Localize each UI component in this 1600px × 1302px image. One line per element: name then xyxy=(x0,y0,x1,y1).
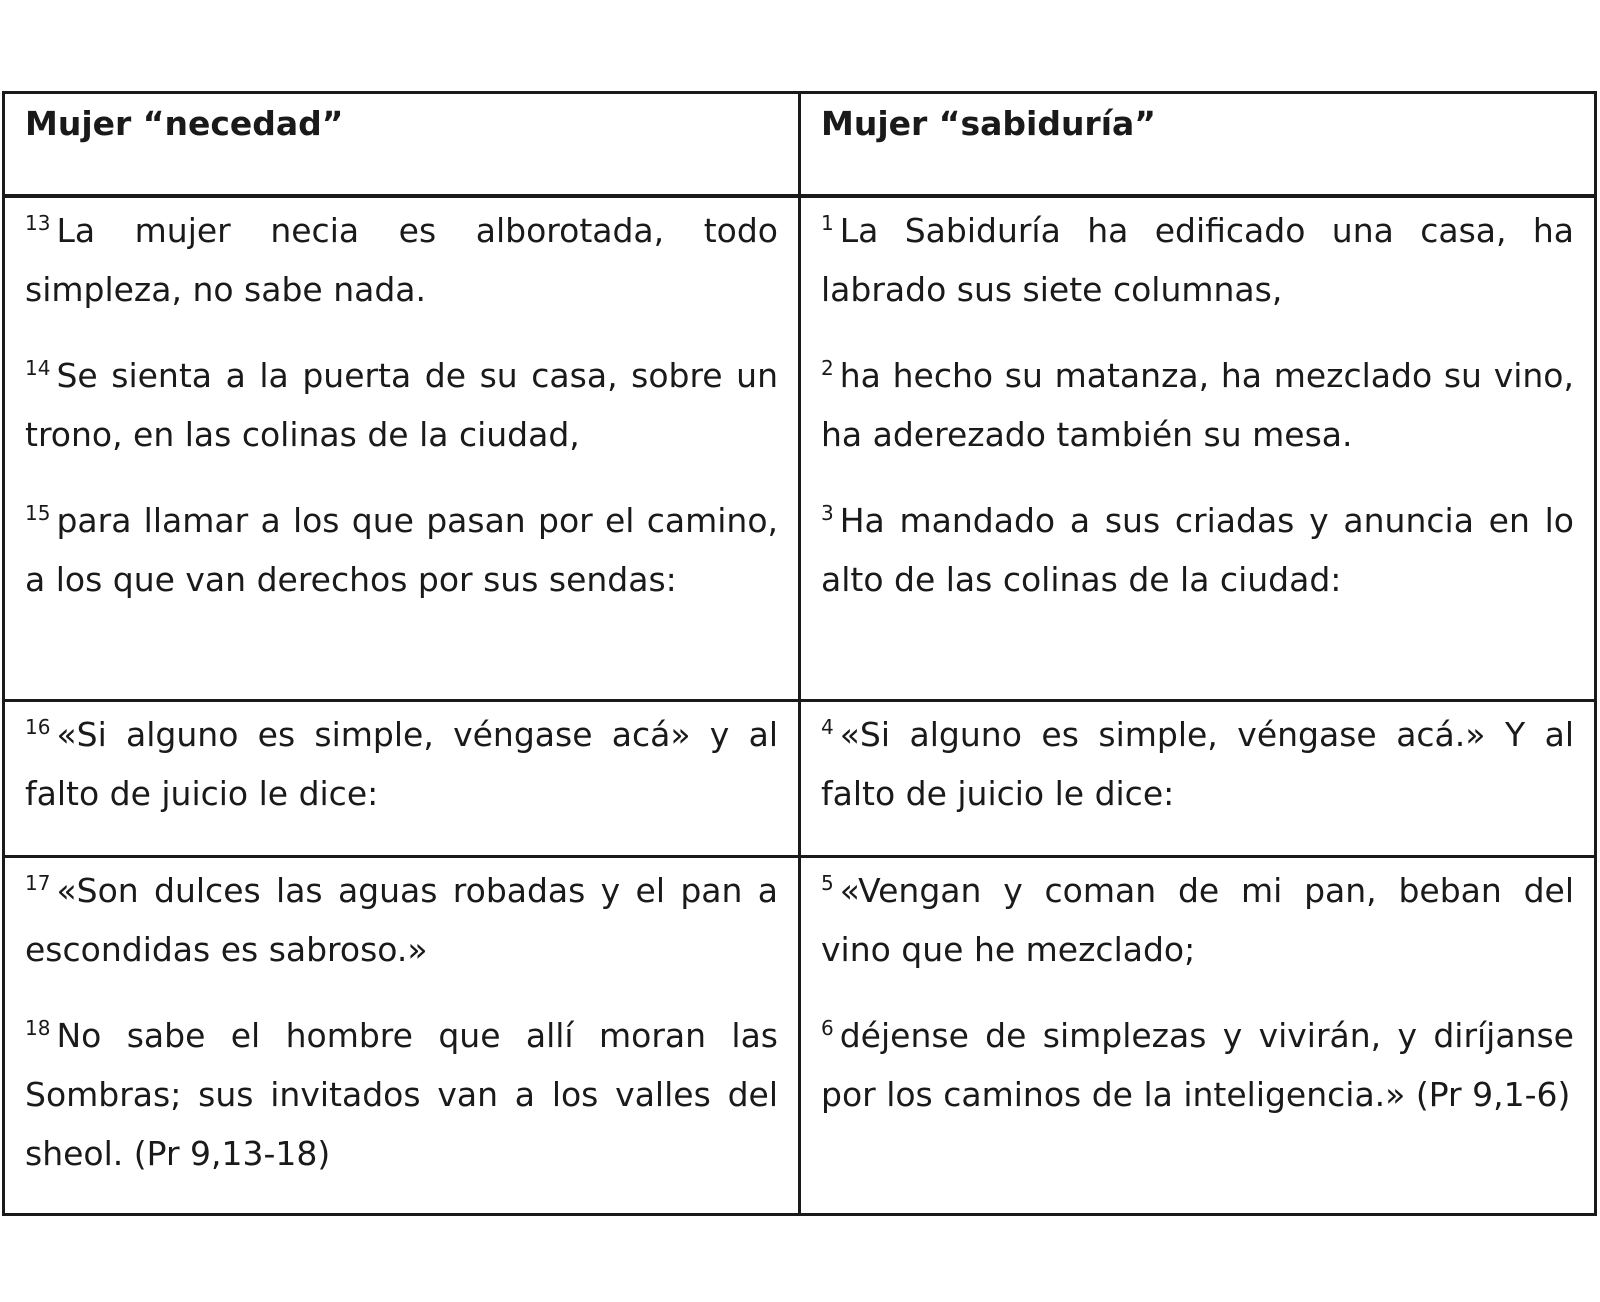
table-row xyxy=(4,196,1596,701)
verse-text: «Si alguno es simple, véngase acá.» Y al falto de juicio le dice: xyxy=(821,715,1574,813)
verse-number: 1 xyxy=(821,211,834,235)
verse-text: «Son dulces las aguas robadas y el pan a escondidas es sabroso.» xyxy=(25,871,778,969)
verse-number: 14 xyxy=(25,356,51,380)
verse-number: 4 xyxy=(821,715,834,739)
verse xyxy=(25,1006,778,1183)
verse xyxy=(821,705,1574,823)
verse-text: La Sabiduría ha edificado una casa, ha labrado sus siete columnas, xyxy=(821,211,1574,309)
verse xyxy=(821,491,1574,609)
table-row xyxy=(4,701,1596,857)
verse-text: ha hecho su matanza, ha mezclado su vino, ha aderezado también su mesa. xyxy=(821,356,1574,454)
table-row xyxy=(4,857,1596,1215)
cell-sabiduria xyxy=(800,196,1596,701)
verse-number: 16 xyxy=(25,715,51,739)
cell-necedad xyxy=(4,701,800,857)
cell-sabiduria xyxy=(800,701,1596,857)
verse-text: La mujer necia es alborotada, todo simpleza, no sabe nada. xyxy=(25,211,778,309)
verse-text: «Si alguno es simple, véngase acá» y al falto de juicio le dice: xyxy=(25,715,778,813)
cell-necedad xyxy=(4,857,800,1215)
verse xyxy=(821,1006,1574,1124)
cell-sabiduria xyxy=(800,857,1596,1215)
comparison-table xyxy=(2,91,1597,1216)
header-row xyxy=(4,93,1596,197)
verse-text: para llamar a los que pasan por el camino, a los que van derechos por sus sendas: xyxy=(25,501,778,599)
header-necedad: Mujer “necedad” xyxy=(4,93,800,197)
verse-number: 5 xyxy=(821,871,834,895)
verse xyxy=(821,861,1574,979)
header-sabiduria: Mujer “sabiduría” xyxy=(800,93,1596,197)
verse-number: 17 xyxy=(25,871,51,895)
verse-text: déjense de simplezas y vivirán, y diríjanse por los caminos de la inteligencia.» (Pr 9,1-6) xyxy=(821,1016,1574,1114)
verse-number: 15 xyxy=(25,501,51,525)
verse-number: 18 xyxy=(25,1016,51,1040)
verse-text: Ha mandado a sus criadas y anuncia en lo alto de las colinas de la ciudad: xyxy=(821,501,1574,599)
cell-necedad xyxy=(4,196,800,701)
verse-text: No sabe el hombre que allí moran las Sombras; sus invitados van a los valles del sheol. (Pr 9,13-18) xyxy=(25,1016,778,1173)
verse xyxy=(25,491,778,609)
verse xyxy=(25,705,778,823)
verse xyxy=(821,346,1574,464)
verse-number: 3 xyxy=(821,501,834,525)
verse-text: Se sienta a la puerta de su casa, sobre un trono, en las colinas de la ciudad, xyxy=(25,356,778,454)
verse xyxy=(821,201,1574,319)
verse-number: 6 xyxy=(821,1016,834,1040)
verse-number: 13 xyxy=(25,211,51,235)
verse xyxy=(25,861,778,979)
verse-number: 2 xyxy=(821,356,834,380)
verse xyxy=(25,201,778,319)
verse xyxy=(25,346,778,464)
verse-text: «Vengan y coman de mi pan, beban del vino que he mezclado; xyxy=(821,871,1574,969)
